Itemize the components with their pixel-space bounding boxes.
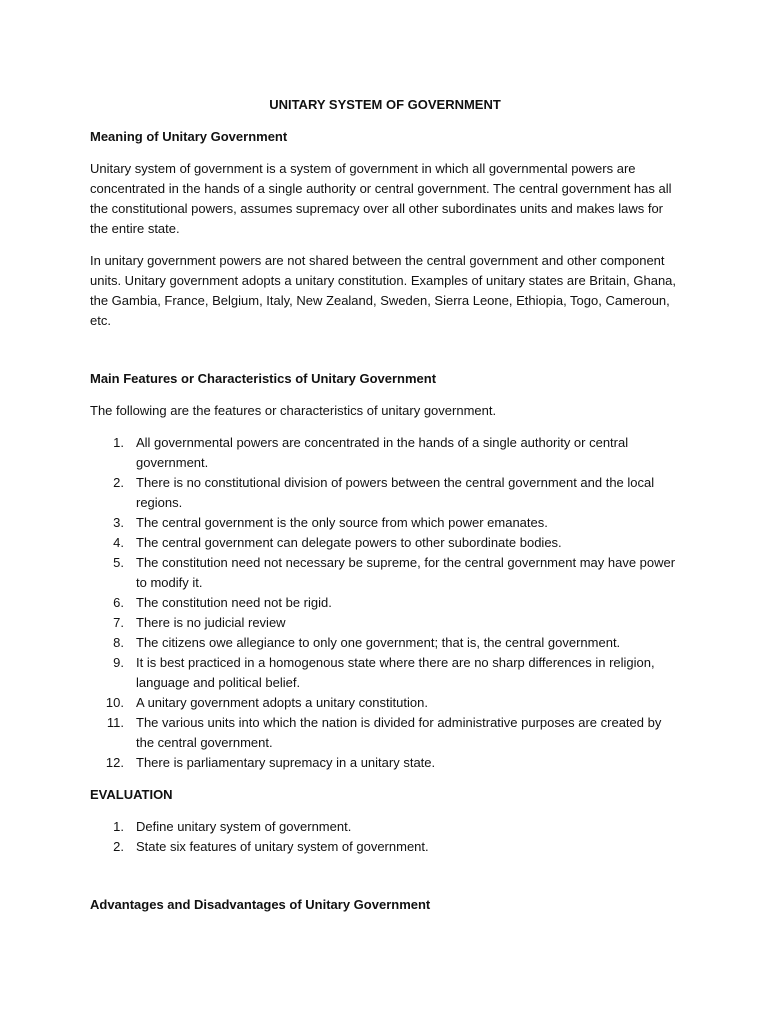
list-item-text: There is no constitutional division of powers between the central government and the local regions. [136,475,655,510]
features-list [90,433,680,773]
list-item-text: The constitution need not be rigid. [136,595,332,610]
list-item-text: The central government is the only source from which power emanates. [136,515,548,530]
section-spacer [90,869,680,895]
list-item-text: A unitary government adopts a unitary constitution. [136,695,428,710]
list-item: 11. The various units into which the nation is divided for administrative purposes are created by the central government. [106,715,662,750]
document-body [90,95,680,927]
list-item: 2. There is no constitutional division of powers between the central government and the local regions. [113,475,655,510]
advantages-heading: Advantages and Disadvantages of Unitary Government [90,897,431,912]
meaning-paragraph-1: Unitary system of government is a system of government in which all governmental powers are concentrated in the hands of a single authority or central government. The central government has all the constitutional powers, assumes supremacy over all other subordinates units and makes laws for the entire state. [90,161,672,236]
list-item-text: The various units into which the nation is divided for administrative purposes are created by the central government. [136,715,662,750]
list-item: 4. The central government can delegate powers to other subordinate bodies. [113,535,562,550]
evaluation-heading: EVALUATION [90,787,173,802]
list-item: 1. All governmental powers are concentrated in the hands of a single authority or central government. [113,435,629,470]
features-intro: The following are the features or characteristics of unitary government. [90,403,497,418]
list-item: 12. There is parliamentary supremacy in a unitary state. [105,755,436,770]
list-item: 7. There is no judicial review [113,615,286,630]
meaning-heading: Meaning of Unitary Government [90,129,288,144]
list-item-text: The citizens owe allegiance to only one government; that is, the central government. [136,635,621,650]
list-item: 6. The constitution need not be rigid. [113,595,332,610]
list-item: 10. A unitary government adopts a unitary constitution. [105,695,428,710]
list-item: 1. Define unitary system of government. [113,819,352,834]
evaluation-list [90,817,680,857]
list-item-text: All governmental powers are concentrated in the hands of a single authority or central government. [136,435,629,470]
meaning-paragraph-2: In unitary government powers are not shared between the central government and other component units. Unitary government adopts a unitary constitution. Examples of unitary states are Britain, Ghana, the Gambia, France, Belgium, Italy, New Zealand, Sweden, Sierra Leone, Ethiopia, Togo, Cameroun, etc. [90,253,677,328]
list-item: 2. State six features of unitary system of government. [113,839,429,854]
list-item: 9. It is best practiced in a homogenous state where there are no sharp differences in religion, language and political belief. [113,655,655,690]
list-item: 8. The citizens owe allegiance to only one government; that is, the central government. [113,635,621,650]
list-item-text: The constitution need not necessary be supreme, for the central government may have power to modify it. [136,555,676,590]
list-item-text: Define unitary system of government. [136,819,352,834]
list-item-text: There is parliamentary supremacy in a unitary state. [136,755,436,770]
list-item-text: State six features of unitary system of government. [136,839,429,854]
list-item: 5. The constitution need not necessary be supreme, for the central government may have power to modify it. [113,555,676,590]
list-item: 3. The central government is the only source from which power emanates. [113,515,548,530]
list-item-text: The central government can delegate powers to other subordinate bodies. [136,535,562,550]
features-heading: Main Features or Characteristics of Unitary Government [90,371,437,386]
list-item-text: It is best practiced in a homogenous state where there are no sharp differences in religion, language and political belief. [136,655,655,690]
document-title: UNITARY SYSTEM OF GOVERNMENT [269,97,501,112]
list-item-text: There is no judicial review [136,615,286,630]
section-spacer [90,343,680,369]
